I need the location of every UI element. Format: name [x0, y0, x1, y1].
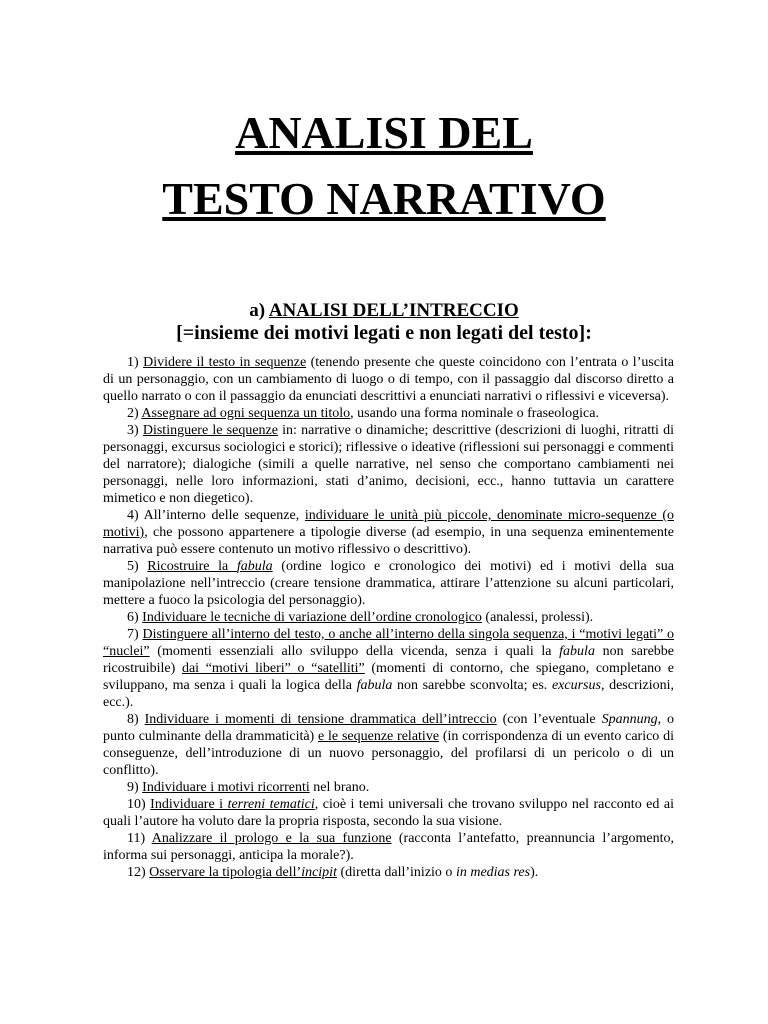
list-item-number: 11): [127, 831, 152, 846]
list-item: [103, 405, 674, 422]
list-item-number: 5): [127, 559, 148, 574]
list-item-number: 7): [127, 627, 143, 642]
list-item-text: fabula: [356, 678, 393, 693]
list-item-keyword: incipit: [301, 865, 337, 880]
section-prefix: a): [249, 300, 269, 321]
list-item-text: (tenendo presente che queste coincidono con l’entrata o l’uscita di un personaggio, con un cambiamento di luogo o di tempo, con il passaggio dal discorso diretto a quello narrato o con il passaggio da enunciati descrittivi a enunciati narrativi o riflessivi e viceversa).: [103, 355, 675, 404]
list-item-text: (in corrispondenza di un evento carico di conseguenze, dell’introduzione di un nuovo personaggio, del profilarsi di un pericolo o di un conflitto).: [103, 729, 675, 778]
list-item-text: , usando una forma nominale o fraseologica.: [350, 406, 599, 421]
list-item-number: 12): [127, 865, 150, 880]
title-line-1: ANALISI DEL: [235, 107, 533, 158]
list-item-text: , che possono appartenere a tipologie diverse (ad esempio, in una sequenza eminentemente narrativa può essere contenuto un motivo riflessivo o descrittivo).: [103, 525, 674, 557]
list-item: [103, 507, 674, 558]
list-item-text: All’interno delle sequenze,: [143, 508, 305, 523]
list-item-number: 10): [127, 797, 151, 812]
section-heading: [0, 300, 768, 322]
list-item-text: (racconta l’antefatto, preannuncia l’argomento, informa sui personaggi, anticipa la morale?).: [103, 831, 674, 863]
list-item-number: 4): [127, 508, 144, 523]
list-item-keyword: Individuare le tecniche di variazione dell’ordine cronologico: [142, 610, 482, 625]
section-subheading: [=insieme dei motivi legati e non legati del testo]:: [176, 322, 592, 344]
list-item-text: in medias res: [455, 865, 531, 880]
list-item-number: 3): [127, 423, 143, 438]
list-item-text: , cioè i temi universali che trovano sviluppo nel racconto ed ai quali l’autore ha voluto dare la propria risposta, secondo la sua visione.: [103, 797, 674, 829]
list-item-keyword: individuare le unità più piccole, denominate micro-sequenze (o motivi): [103, 508, 675, 540]
list-item-text: , o punto culminante della drammaticità): [103, 712, 674, 744]
list-item-text: in: narrative o dinamiche; descrittive (descrizioni di luoghi, ritratti di personaggi, excursus sociologici e storici); riflessive o ideative (riflessioni sui personaggi e commenti del narratore); dialogiche (simili a quelle narrative, nel senso che comportano cambiamenti nei personaggi, nelle loro informazioni, stati d’animo, decisioni, ecc., hanno tuttavia un carattere mimetico e non diegetico).: [103, 423, 674, 506]
list-item: [103, 711, 674, 779]
list-item-keyword: fabula: [236, 559, 273, 574]
list-item-keyword: Individuare i motivi ricorrenti: [142, 780, 310, 795]
list-item-text: (momenti di contorno, che spiegano, completano e sviluppano, ma senza i quali la logica della: [103, 661, 675, 693]
list-item-text: non sarebbe sconvolta; es.: [392, 678, 552, 693]
list-item-text: (ordine logico e cronologico dei motivi) ed i motivi della sua manipolazione nell’intreccio (creare tensione drammatica, attirare l’attenzione su alcuni particolari, mettere a fuoco la psicologia del personaggio).: [103, 559, 675, 608]
list-item-keyword: Osservare la tipologia dell’: [149, 865, 302, 880]
list-item: [103, 422, 674, 507]
list-item-text: non sarebbe ricostruibile): [103, 644, 675, 676]
list-item: [103, 796, 674, 830]
list-item-text: (con l’eventuale: [496, 712, 602, 727]
section-heading-text: ANALISI DELL’INTRECCIO: [268, 300, 519, 321]
list-item: [103, 864, 674, 881]
list-item-keyword: terreni tematici: [227, 797, 315, 812]
instruction-list: [103, 354, 674, 881]
list-item-text: , descrizioni, ecc.).: [103, 678, 675, 710]
list-item-keyword: Distinguere all’interno del testo, o anche all’interno della singola sequenza, i “motivi legati” o “nuclei”: [103, 627, 674, 659]
list-item-text: (diretta dall’inizio o: [336, 865, 456, 880]
list-item-number: 9): [127, 780, 143, 795]
title-line-2: TESTO NARRATIVO: [162, 173, 606, 224]
section-header: [0, 300, 768, 344]
list-item-number: 1): [127, 355, 144, 370]
list-item: [103, 354, 674, 405]
list-item-number: 2): [127, 406, 142, 421]
list-item-number: 6): [127, 610, 143, 625]
list-item-keyword: e le sequenze relative: [318, 729, 440, 744]
list-item-keyword: Individuare i momenti di tensione drammatica dell’intreccio: [144, 712, 497, 727]
list-item-text: excursus: [551, 678, 601, 693]
list-item-text: (analessi, prolessi).: [481, 610, 594, 625]
list-item: [103, 558, 674, 609]
list-item-keyword: Analizzare il prologo e la sua funzione: [151, 831, 392, 846]
list-item: [103, 830, 674, 864]
list-item-keyword: Ricostruire la: [147, 559, 237, 574]
list-item: [103, 626, 674, 711]
list-item-text: fabula: [559, 644, 595, 659]
list-item-text: nel brano.: [309, 780, 370, 795]
list-item-keyword: Assegnare ad ogni sequenza un titolo: [141, 406, 351, 421]
list-item-keyword: Distinguere le sequenze: [142, 423, 278, 438]
list-item-text: ).: [530, 865, 539, 880]
list-item-text: Spannung: [601, 712, 658, 727]
list-item-number: 8): [127, 712, 145, 727]
list-item-keyword: dai “motivi liberi” o “satelliti”: [181, 661, 365, 676]
list-item: [103, 609, 674, 626]
list-item-keyword: Individuare i: [150, 797, 228, 812]
list-item-text: (momenti essenziali allo sviluppo della vicenda, senza i quali la: [149, 644, 560, 659]
list-item: [103, 779, 674, 796]
list-item-keyword: Dividere il testo in sequenze: [143, 355, 307, 370]
